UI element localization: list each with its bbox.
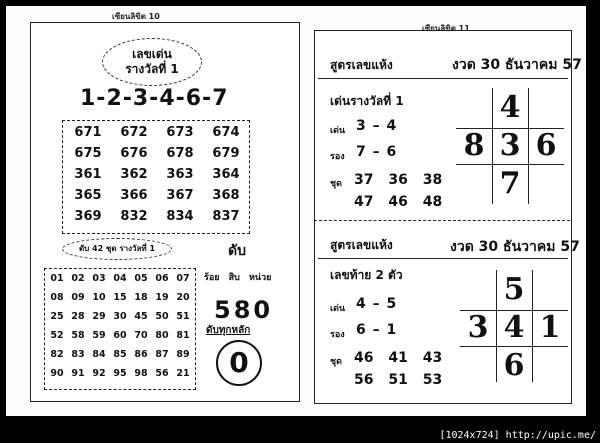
right-page	[314, 30, 572, 404]
three-digit-number: 365	[74, 188, 102, 203]
bottom-chud-label: ชุด	[330, 357, 342, 367]
top-chud-label: ชุด	[330, 179, 342, 189]
dab-all-value: 0	[216, 340, 262, 386]
dab-position-labels: ร้อย สิบ หน่วย	[204, 273, 272, 283]
bottom-den-value: 4 – 5	[356, 296, 397, 312]
two-digit-pair: 83	[71, 349, 85, 360]
two-digit-pair: 28	[71, 311, 85, 322]
left-page-header: เซียนลิขิต 10	[112, 12, 160, 21]
two-digit-pair: 01	[50, 273, 64, 284]
three-digit-number: 837	[212, 209, 240, 224]
three-digit-number: 367	[166, 188, 194, 203]
two-digit-pair: 07	[176, 273, 190, 284]
two-digit-pair: 08	[50, 292, 64, 303]
two-digit-pair: 52	[50, 330, 64, 341]
grid-digit-center: 3	[499, 128, 521, 163]
two-digit-pair: 19	[155, 292, 169, 303]
grid-digit-bottom: 7	[499, 166, 521, 201]
section-separator	[314, 220, 570, 221]
three-digit-number: 362	[120, 167, 148, 182]
dab-label: ดับ	[228, 243, 246, 259]
two-digit-pair: 85	[113, 349, 127, 360]
two-digit-pair: 10	[92, 292, 106, 303]
grid-digit-left: 8	[463, 128, 485, 163]
two-digit-pair: 81	[176, 330, 190, 341]
bottom-rong-label: รอง	[330, 330, 345, 340]
top-rong-value: 7 – 6	[356, 144, 397, 160]
grid-digit-top: 5	[503, 272, 525, 307]
three-digit-number: 675	[74, 146, 102, 161]
two-digit-pair: 86	[134, 349, 148, 360]
featured-numbers-oval	[102, 38, 202, 86]
grid-digit-right: 1	[539, 310, 561, 345]
two-digit-pair: 95	[113, 368, 127, 379]
two-digit-pair: 92	[92, 368, 106, 379]
two-digit-pair: 56	[155, 368, 169, 379]
two-digit-pair: 59	[92, 330, 106, 341]
bottom-chud-row-2: 56 51 53	[354, 372, 443, 388]
three-digit-number: 679	[212, 146, 240, 161]
two-digit-pair: 06	[155, 273, 169, 284]
bottom-section-divider	[318, 258, 568, 259]
top-chud-row-1: 37 36 38	[354, 172, 443, 188]
two-digit-pair: 80	[155, 330, 169, 341]
two-digit-pair: 58	[71, 330, 85, 341]
top-chud-row-2: 47 46 48	[354, 194, 443, 210]
two-digit-pair: 45	[134, 311, 148, 322]
two-digit-pair: 87	[155, 349, 169, 360]
right-page-header: เซียนลิขิต 11	[422, 24, 470, 33]
two-digit-pair: 60	[113, 330, 127, 341]
two-digit-pair: 21	[176, 368, 190, 379]
three-digit-number: 672	[120, 125, 148, 140]
bottom-rong-value: 6 – 1	[356, 322, 397, 338]
three-digit-number: 673	[166, 125, 194, 140]
grid-line	[456, 164, 564, 165]
three-digit-grid	[62, 120, 250, 234]
dab-number: 580	[214, 296, 274, 324]
dab-all-label: ดับทุกหลัก	[206, 325, 251, 336]
two-digit-pair: 18	[134, 292, 148, 303]
two-digit-pair: 15	[113, 292, 127, 303]
three-digit-number: 364	[212, 167, 240, 182]
two-digit-pair: 02	[71, 273, 85, 284]
three-digit-number: 369	[74, 209, 102, 224]
dab-sets-oval: ดับ 42 ชุด รางวัลที่ 1	[62, 238, 172, 260]
two-digit-pair: 91	[71, 368, 85, 379]
three-digit-number: 368	[212, 188, 240, 203]
grid-digit-left: 3	[467, 310, 489, 345]
top-section-date: งวด 30 ธันวาคม 57	[452, 57, 582, 73]
grid-digit-bottom: 6	[503, 348, 525, 383]
two-digit-pair: 98	[134, 368, 148, 379]
grid-digit-right: 6	[535, 128, 557, 163]
featured-sequence: 1-2-3-4-6-7	[80, 86, 229, 111]
bottom-den-label: เด่น	[330, 304, 346, 314]
three-digit-number: 361	[74, 167, 102, 182]
three-digit-number: 834	[166, 209, 194, 224]
two-digit-pair: 09	[71, 292, 85, 303]
three-digit-number: 366	[120, 188, 148, 203]
grid-line	[460, 346, 568, 347]
oval-line-2: รางวัลที่ 1	[125, 62, 179, 76]
two-digit-pair: 82	[50, 349, 64, 360]
bottom-section-title: สูตรเลขแห้ง	[330, 238, 393, 252]
two-digit-pair: 89	[176, 349, 190, 360]
three-digit-number: 676	[120, 146, 148, 161]
bottom-section-date: งวด 30 ธันวาคม 57	[450, 239, 580, 255]
bottom-chud-row-1: 46 41 43	[354, 350, 443, 366]
two-digit-pair: 30	[113, 311, 127, 322]
two-digit-pair: 25	[50, 311, 64, 322]
top-section-divider	[318, 78, 568, 79]
top-section-title: สูตรเลขแห้ง	[330, 58, 393, 72]
two-digit-pairs-grid	[44, 268, 196, 390]
three-digit-number: 678	[166, 146, 194, 161]
three-digit-number: 363	[166, 167, 194, 182]
two-digit-pair: 70	[134, 330, 148, 341]
bottom-section-subtitle: เลขท้าย 2 ตัว	[330, 268, 403, 282]
two-digit-pair: 05	[134, 273, 148, 284]
three-digit-number: 832	[120, 209, 148, 224]
two-digit-pair: 84	[92, 349, 106, 360]
top-den-value: 3 – 4	[356, 118, 397, 134]
two-digit-pair: 50	[155, 311, 169, 322]
top-den-label: เด่น	[330, 126, 346, 136]
image-watermark: [1024x724] http://upic.me/	[439, 430, 596, 441]
two-digit-pair: 90	[50, 368, 64, 379]
grid-digit-top: 4	[499, 90, 521, 125]
oval-line-1: เลขเด่น	[132, 47, 172, 61]
two-digit-pair: 51	[176, 311, 190, 322]
two-digit-pair: 03	[92, 273, 106, 284]
three-digit-number: 674	[212, 125, 240, 140]
top-section-subtitle: เด่นรางวัลที่ 1	[330, 94, 404, 108]
top-rong-label: รอง	[330, 152, 345, 162]
two-digit-pair: 29	[92, 311, 106, 322]
three-digit-number: 671	[74, 125, 102, 140]
two-digit-pair: 20	[176, 292, 190, 303]
grid-digit-center: 4	[503, 310, 525, 345]
two-digit-pair: 04	[113, 273, 127, 284]
